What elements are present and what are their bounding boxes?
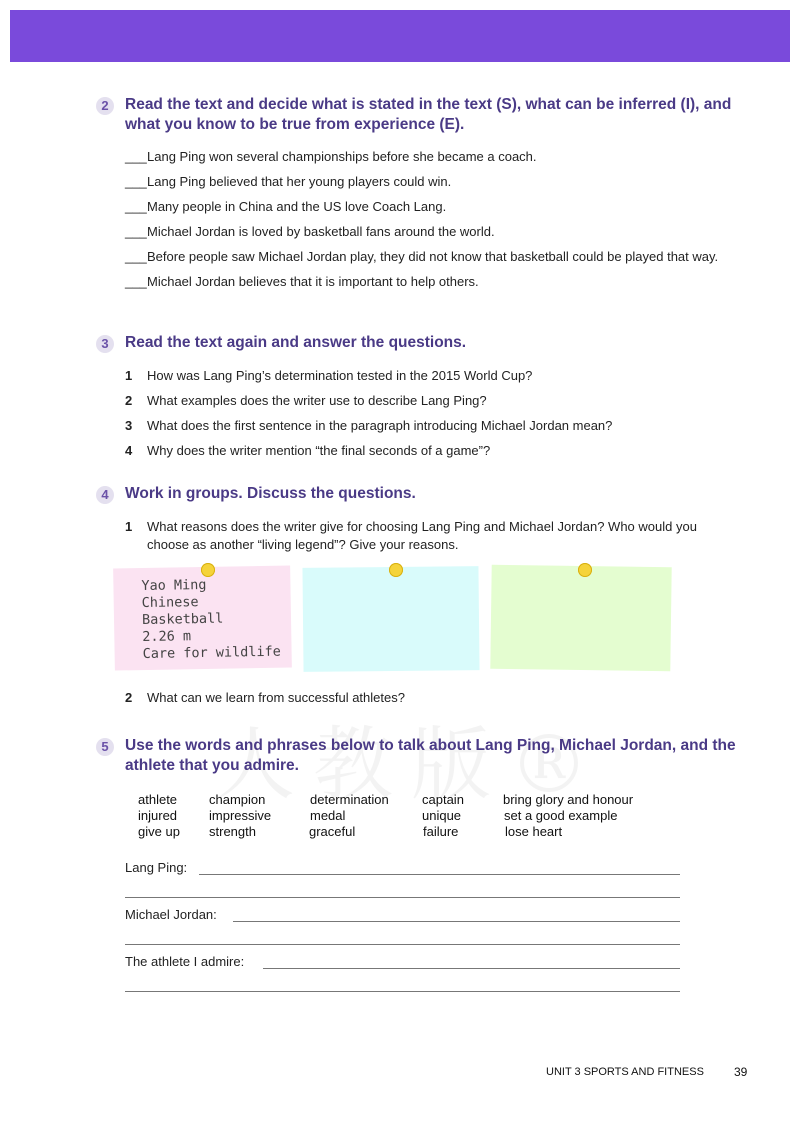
section-number: 4 — [96, 486, 114, 504]
fill-lang-ping — [125, 860, 680, 875]
question-item: 1 What reasons does the writer give for choosing Lang Ping and Michael Jordan? Who would you choose as another “living legend”? Give your reasons. — [125, 519, 697, 552]
answer-line[interactable] — [199, 874, 680, 875]
word: medal — [310, 808, 346, 823]
word: graceful — [309, 824, 356, 839]
word: injured — [138, 808, 178, 823]
page-number: 39 — [734, 1065, 748, 1079]
answer-line[interactable] — [263, 968, 680, 969]
footer-unit: UNIT 3 SPORTS AND FITNESS — [546, 1066, 704, 1078]
note-text: Yao Ming Chinese Basketball 2.26 m Care for wildlife — [141, 576, 281, 663]
section-heading: Work in groups. Discuss the questions. — [125, 485, 416, 502]
word: impressive — [209, 808, 272, 823]
pushpin-icon — [389, 563, 403, 577]
word: athlete — [138, 792, 178, 807]
statement-item: ___ Before people saw Michael Jordan play, they did not know that basketball could be played that way. — [125, 249, 719, 264]
word: strength — [209, 824, 256, 839]
section-heading: Read the text and decide what is stated in the text (S), what can be inferred (I), and what you know to be true from experience (E). — [125, 96, 732, 133]
statement-item: ___ Lang Ping believed that her young players could win. — [125, 174, 452, 189]
question-item: 2 What examples does the writer use to describe Lang Ping? — [125, 393, 487, 408]
word: captain — [422, 792, 464, 807]
fill-athlete-admire — [125, 954, 680, 969]
word: determination — [310, 792, 389, 807]
section-heading: Use the words and phrases below to talk about Lang Ping, Michael Jordan, and the athlete that you admire. — [125, 737, 736, 774]
sticky-note-green[interactable] — [490, 565, 671, 672]
pushpin-icon — [201, 563, 215, 577]
word: failure — [423, 824, 459, 839]
question-item: 1 How was Lang Ping’s determination tested in the 2015 World Cup? — [125, 368, 533, 383]
question-item: 2 What can we learn from successful athletes? — [125, 690, 405, 705]
header-bar — [10, 10, 790, 62]
statement-item: ___ Michael Jordan is loved by basketball fans around the world. — [125, 224, 495, 239]
section-4-q2 — [96, 689, 736, 714]
answer-line[interactable] — [125, 944, 680, 945]
word: unique — [422, 808, 462, 823]
statement-item: ___ Many people in China and the US love Coach Lang. — [125, 199, 447, 214]
question-list — [125, 689, 736, 707]
answer-blank[interactable]: ___ — [125, 199, 147, 214]
fill-label: Lang Ping: — [125, 860, 188, 875]
statement-item: ___ Lang Ping won several championships before she became a coach. — [125, 149, 537, 164]
answer-blank[interactable]: ___ — [125, 274, 147, 289]
section-number: 2 — [96, 97, 114, 115]
question-list — [125, 518, 736, 554]
section-3 — [96, 333, 736, 467]
section-number: 5 — [96, 738, 114, 756]
answer-blank[interactable]: ___ — [125, 149, 147, 164]
pushpin-icon — [578, 563, 592, 577]
word: lose heart — [505, 824, 563, 839]
section-4 — [96, 484, 736, 561]
fill-label: The athlete I admire: — [125, 954, 245, 969]
section-5 — [96, 736, 736, 776]
section-2 — [96, 95, 736, 298]
question-item: 3 What does the first sentence in the paragraph introducing Michael Jordan mean? — [125, 418, 613, 433]
word: champion — [209, 792, 266, 807]
section-number: 3 — [96, 335, 114, 353]
question-list — [125, 367, 736, 460]
sticky-note-cyan[interactable] — [302, 566, 479, 672]
statement-item: ___ Michael Jordan believes that it is important to help others. — [125, 274, 479, 289]
sticky-note-pink — [113, 565, 292, 670]
answer-line[interactable] — [125, 897, 680, 898]
statement-list — [125, 148, 736, 291]
question-item: 4 Why does the writer mention “the final seconds of a game”? — [125, 443, 491, 458]
word: bring glory and honour — [503, 792, 634, 807]
word: set a good example — [504, 808, 618, 823]
answer-blank[interactable]: ___ — [125, 224, 147, 239]
fill-michael-jordan — [125, 907, 680, 922]
word: give up — [138, 824, 180, 839]
section-heading: Read the text again and answer the questions. — [125, 334, 467, 351]
answer-line[interactable] — [233, 921, 680, 922]
answer-line[interactable] — [125, 991, 680, 992]
fill-label: Michael Jordan: — [125, 907, 217, 922]
answer-blank[interactable]: ___ — [125, 249, 147, 264]
answer-blank[interactable]: ___ — [125, 174, 147, 189]
